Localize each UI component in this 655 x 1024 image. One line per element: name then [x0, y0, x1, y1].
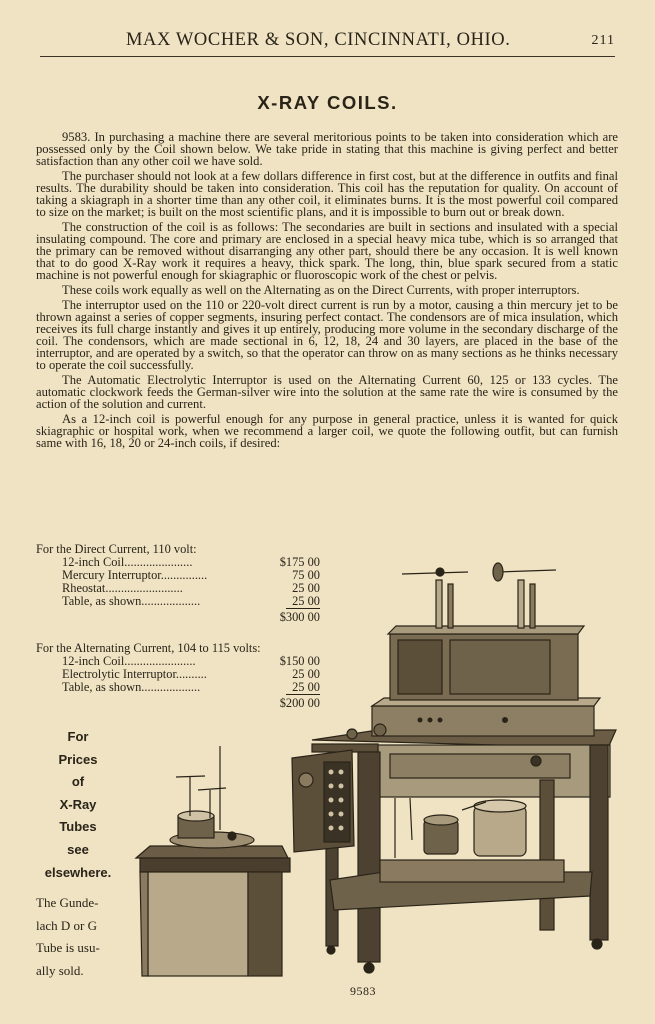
note-line: For — [67, 729, 89, 744]
article-body — [36, 132, 618, 453]
paragraph: As a 12-inch coil is powerful enough for any purpose in general practice, unless it is wanted for quick skiagraphic or hospital work, when we recommend a larger coil, we quote the following outfit, but can furnish same with 16, 18, 20 or 24-inch coils, if desired: — [36, 412, 618, 451]
paragraph: The interruptor used on the 110 or 220-volt direct current is run by a motor, causing a thin mercury jet to be thrown against a series of copper segments, insuring perfect contact. The condensors are of mica insulation, which receives its full charge instantly and gives it up entirely, producing more volume in the secondary discharge of the coil. The condensors, which are made sectional in 6, 12, 18, 24 and 30 layers, are placed in the base of the interruptor, and are operated by a switch, so that the operator can throw on as many sections as he thinks necessary to operate the coil successfully. — [36, 298, 618, 372]
price-total: $200 00 — [279, 696, 320, 710]
price-total: $300 00 — [279, 610, 320, 624]
note-line: of — [71, 774, 85, 790]
note-line: X-Ray — [59, 796, 97, 812]
page-header — [40, 30, 615, 57]
price-item-amount: $150 00 — [279, 654, 320, 668]
price-item-label: 12-inch Coil....................... — [62, 654, 196, 668]
running-title: MAX WOCHER & SON, CINCINNATI, OHIO. — [126, 30, 511, 50]
price-item-label: Table, as shown................... — [62, 680, 201, 694]
note-line: Tube is usu- — [36, 940, 100, 956]
price-item-amount: 75 00 — [292, 568, 320, 582]
paragraph: The construction of the coil is as follows: The secondaries are built in sections and insulated with a special insulating compound. The core and primary are enclosed in a special heavy mica tube, which is so arranged that the primary can be removed without disarranging any other part, should there be any occasion. It is well known that to do good X-Ray work it requires a heavy, thick spark. The long, thin, blue spark secured from a static machine is not powerful enough for skiagraphic or fluoroscopic work of the chest or pelvis. — [36, 220, 618, 282]
paragraph: 9583. In purchasing a machine there are several meritorious points to be taken into consideration which are possessed only by the Coil shown below. We take pride in stating that this machine is giving perfect and better satisfaction than any other coil we have sold. — [36, 130, 618, 168]
price-item-amount: 25 00 — [292, 581, 320, 595]
price-item-label: Table, as shown................... — [62, 594, 201, 608]
note-line: ally sold. — [36, 962, 84, 978]
note-line: lach D or G — [36, 917, 98, 933]
price-list-heading: For the Direct Current, 110 volt: — [36, 542, 197, 556]
price-item-amount: 25 00 — [286, 681, 320, 695]
price-item-label: 12-inch Coil...................... — [62, 555, 193, 569]
price-item-amount: 25 00 — [286, 595, 320, 609]
note-line: elsewhere. — [44, 864, 112, 880]
page-title: X-RAY COILS. — [257, 92, 398, 113]
price-item-amount: $175 00 — [279, 555, 320, 569]
note-line: Tubes — [59, 819, 97, 835]
price-item-label: Rheostat......................... — [62, 581, 183, 595]
note-line: see — [67, 841, 89, 857]
note-line: The Gunde- — [36, 895, 99, 910]
paragraph: The purchaser should not look at a few dollars difference in first cost, but at the difference in outfits and final results. The durability should be taken into consideration. This coil has the reputation for quality. On account of taking a skiagraph in a shorter time than any other coil, it eliminates burns. It is the most powerful coil compared to size on the market; is built on the most scientific plans, and it is impossible to burn out or break down. — [36, 169, 618, 219]
page-number: 211 — [591, 33, 615, 48]
price-item-amount: 25 00 — [292, 667, 320, 681]
coil-table-drawing — [292, 563, 616, 973]
price-item-label: Electrolytic Interruptor.......... — [62, 667, 207, 681]
electrolytic-interruptor-drawing — [136, 746, 290, 976]
figure-caption: 9583 — [350, 984, 376, 998]
paragraph: These coils work equally as well on the Alternating as on the Direct Currents, with proper interruptors. — [62, 283, 580, 298]
price-item-label: Mercury Interruptor............... — [62, 568, 208, 582]
price-list-heading: For the Alternating Current, 104 to 115 volts: — [36, 641, 261, 655]
xray-coil-illustration — [0, 540, 655, 990]
paragraph: The Automatic Electrolytic Interruptor is used on the Alternating Current 60, 125 or 133 cycles. The automatic clockwork feeds the German-silver wire into the solution at the same rate the wire is consumed by the action of the solution and current. — [36, 373, 618, 411]
note-line: Prices — [58, 751, 98, 767]
